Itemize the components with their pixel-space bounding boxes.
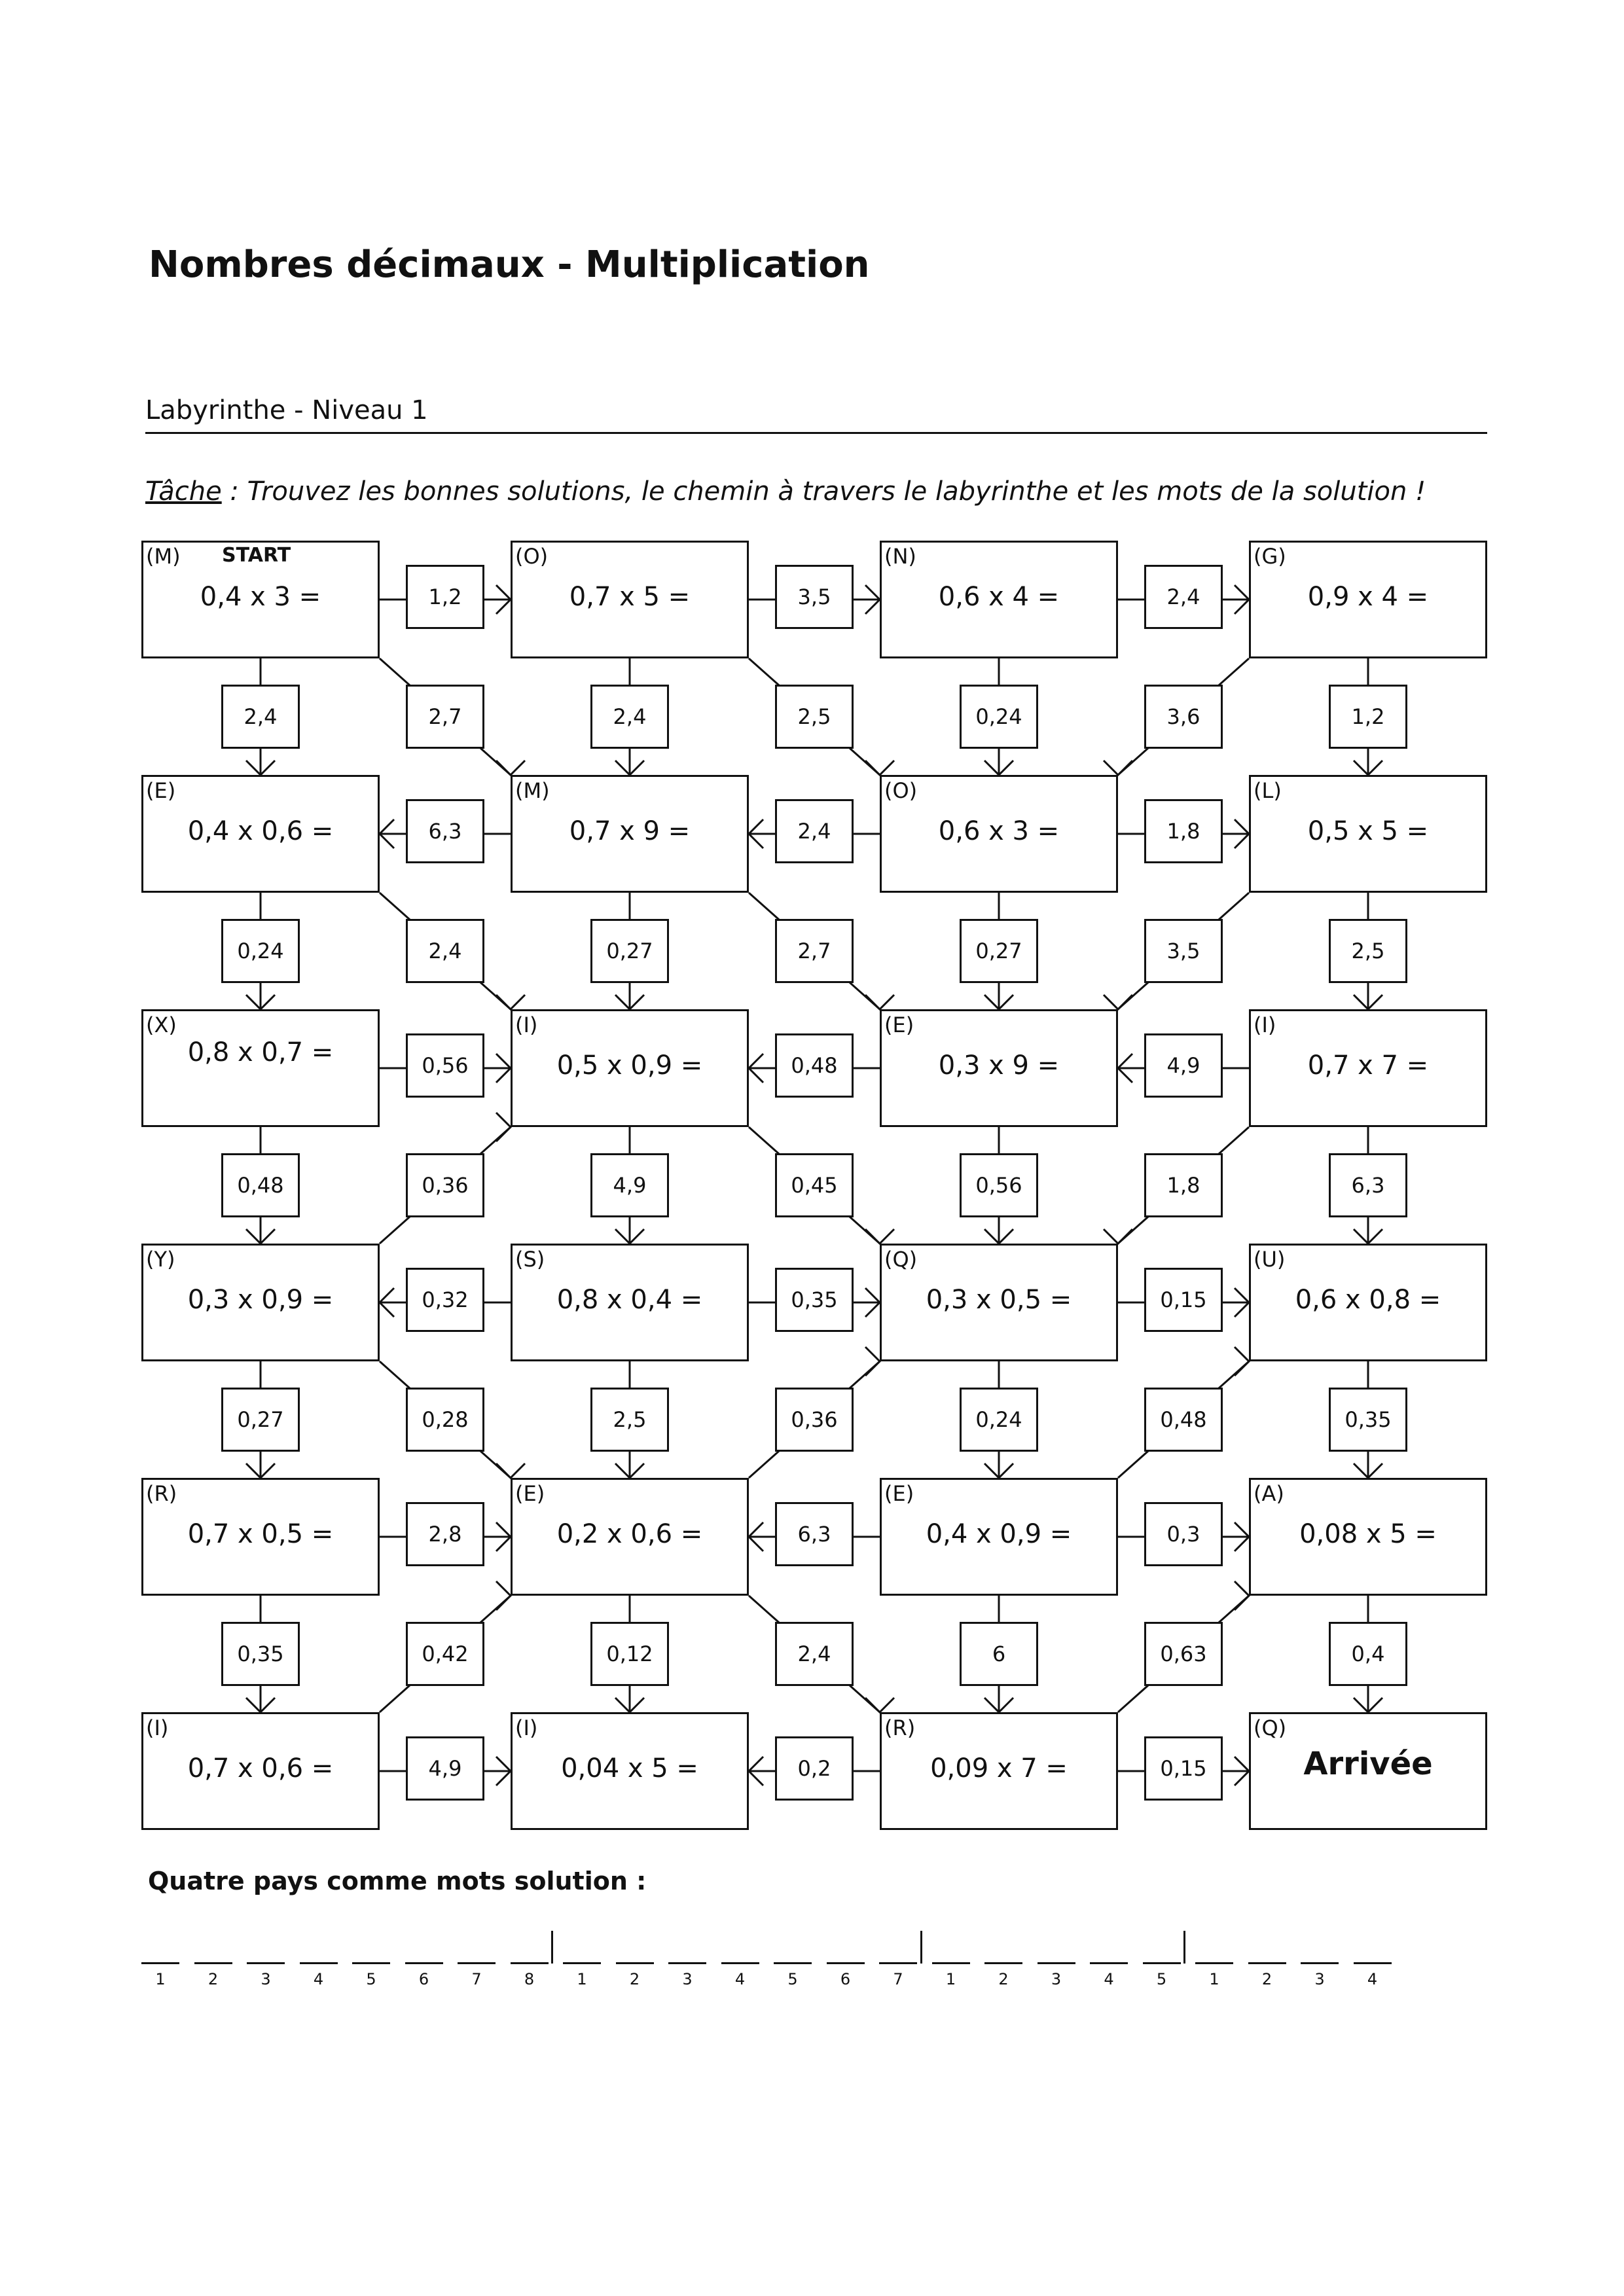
cell-expression: 0,3 x 9 = (938, 1050, 1060, 1081)
blank-number: 7 (893, 1970, 903, 1988)
cell-letter: (E) (515, 1481, 545, 1506)
maze-cell (511, 1478, 749, 1596)
maze-cell (880, 1712, 1118, 1830)
blank-number: 6 (418, 1970, 429, 1988)
answer-box: 2,4 (1144, 565, 1223, 629)
cell-letter: (I) (515, 1013, 538, 1037)
blank-number: 2 (998, 1970, 1009, 1988)
answer-box: 0,4 (1329, 1622, 1407, 1686)
blank-number: 5 (1156, 1970, 1167, 1988)
answer-box: 0,35 (221, 1622, 300, 1686)
cell-letter: (I) (515, 1715, 538, 1740)
cell-expression: 0,6 x 3 = (938, 816, 1060, 846)
answer-box: 0,15 (1144, 1736, 1223, 1801)
maze-cell (880, 1244, 1118, 1361)
letter-blank (1195, 1962, 1233, 1964)
answer-box: 4,9 (590, 1153, 669, 1217)
cell-letter: (R) (146, 1481, 177, 1506)
maze-cell (1249, 1009, 1487, 1127)
finish-cell (1249, 1712, 1487, 1830)
cell-expression: 0,08 x 5 = (1299, 1519, 1437, 1549)
cell-letter: (X) (146, 1013, 177, 1037)
blank-number: 7 (471, 1970, 482, 1988)
letter-blank (879, 1962, 917, 1964)
maze-cell (880, 775, 1118, 893)
blank-number: 1 (1209, 1970, 1219, 1988)
letter-blank (194, 1962, 232, 1964)
blank-number: 3 (682, 1970, 693, 1988)
letter-blank (511, 1962, 549, 1964)
answer-box: 0,12 (590, 1622, 669, 1686)
letter-blank (1354, 1962, 1392, 1964)
answer-box: 0,15 (1144, 1268, 1223, 1332)
letter-blank (1038, 1962, 1075, 1964)
letter-blank (984, 1962, 1022, 1964)
answer-box: 2,8 (406, 1502, 484, 1566)
answer-box: 0,56 (406, 1033, 484, 1098)
answer-box: 6 (960, 1622, 1038, 1686)
cell-letter: (S) (515, 1247, 545, 1272)
answer-box: 0,45 (775, 1153, 854, 1217)
maze-cell (141, 541, 380, 658)
answer-box: 0,27 (960, 919, 1038, 983)
maze-cell (141, 1712, 380, 1830)
letter-blank (247, 1962, 285, 1964)
answer-box: 0,42 (406, 1622, 484, 1686)
blank-number: 3 (261, 1970, 271, 1988)
cell-letter: (O) (515, 544, 549, 569)
blank-number: 8 (524, 1970, 535, 1988)
answer-box: 0,32 (406, 1268, 484, 1332)
blank-number: 5 (787, 1970, 798, 1988)
answer-box: 2,5 (775, 685, 854, 749)
answer-box: 0,48 (775, 1033, 854, 1098)
cell-expression: 0,7 x 0,6 = (187, 1753, 334, 1784)
cell-letter: (U) (1254, 1247, 1286, 1272)
maze-cell (511, 1244, 749, 1361)
cell-letter: (E) (884, 1481, 914, 1506)
cell-letter: (M) (146, 544, 181, 569)
cell-letter: (E) (146, 778, 176, 803)
maze-cell (880, 1009, 1118, 1127)
blank-number: 3 (1051, 1970, 1062, 1988)
cell-letter: (Q) (1254, 1715, 1287, 1740)
cell-expression: 0,04 x 5 = (561, 1753, 698, 1784)
cell-expression: 0,4 x 0,6 = (187, 816, 334, 846)
letter-blank (300, 1962, 338, 1964)
letter-blank (1301, 1962, 1339, 1964)
answer-box: 0,24 (221, 919, 300, 983)
blank-number: 2 (629, 1970, 640, 1988)
maze-cell (1249, 1478, 1487, 1596)
letter-blank (721, 1962, 759, 1964)
letter-blank (563, 1962, 601, 1964)
answer-box: 6,3 (775, 1502, 854, 1566)
answer-box: 0,35 (775, 1268, 854, 1332)
blank-number: 6 (840, 1970, 851, 1988)
answer-box: 4,9 (1144, 1033, 1223, 1098)
cell-letter: (I) (146, 1715, 169, 1740)
blank-number: 1 (577, 1970, 587, 1988)
blank-number: 2 (1261, 1970, 1272, 1988)
blank-number: 5 (366, 1970, 376, 1988)
cell-expression: 0,9 x 4 = (1307, 582, 1429, 612)
cell-letter: (A) (1254, 1481, 1284, 1506)
maze-cell (511, 541, 749, 658)
maze-cell (1249, 541, 1487, 658)
cell-expression: 0,8 x 0,4 = (556, 1285, 703, 1315)
blank-number: 4 (1104, 1970, 1114, 1988)
answer-box: 0,56 (960, 1153, 1038, 1217)
blank-number: 2 (208, 1970, 219, 1988)
finish-label: Arrivée (1303, 1746, 1433, 1782)
answer-box: 2,4 (406, 919, 484, 983)
answer-box: 3,6 (1144, 685, 1223, 749)
answer-box: 2,4 (775, 799, 854, 863)
answer-box: 1,8 (1144, 799, 1223, 863)
answer-box: 2,5 (590, 1388, 669, 1452)
answer-box: 2,4 (775, 1622, 854, 1686)
maze-cell (880, 1478, 1118, 1596)
cell-expression: 0,09 x 7 = (930, 1753, 1068, 1784)
letter-blank (458, 1962, 496, 1964)
letter-blank (352, 1962, 390, 1964)
answer-box: 4,9 (406, 1736, 484, 1801)
cell-letter: (R) (884, 1715, 916, 1740)
cell-expression: 0,8 x 0,7 = (187, 1037, 334, 1067)
cell-letter: (Y) (146, 1247, 175, 1272)
word-separator (920, 1931, 922, 1964)
cell-expression: 0,4 x 3 = (200, 582, 321, 612)
answer-box: 0,63 (1144, 1622, 1223, 1686)
answer-box: 6,3 (406, 799, 484, 863)
blank-number: 4 (1367, 1970, 1378, 1988)
letter-blank (1248, 1962, 1286, 1964)
letter-blank (616, 1962, 654, 1964)
maze-cell (141, 1478, 380, 1596)
cell-letter: (N) (884, 544, 916, 569)
cell-expression: 0,6 x 4 = (938, 582, 1060, 612)
answer-box: 0,27 (221, 1388, 300, 1452)
answer-box: 2,4 (590, 685, 669, 749)
maze-cell (1249, 775, 1487, 893)
answer-box: 3,5 (775, 565, 854, 629)
answer-box: 1,2 (1329, 685, 1407, 749)
word-separator (551, 1931, 553, 1964)
letter-blank (932, 1962, 970, 1964)
blank-number: 4 (313, 1970, 324, 1988)
cell-expression: 0,4 x 0,9 = (926, 1519, 1072, 1549)
letter-blank (405, 1962, 443, 1964)
cell-expression: 0,2 x 0,6 = (556, 1519, 703, 1549)
answer-box: 1,8 (1144, 1153, 1223, 1217)
cell-expression: 0,7 x 7 = (1307, 1050, 1429, 1081)
cell-expression: 0,7 x 0,5 = (187, 1519, 334, 1549)
start-label: START (222, 544, 291, 567)
answer-box: 2,5 (1329, 919, 1407, 983)
letter-blank (1143, 1962, 1181, 1964)
cell-letter: (L) (1254, 778, 1282, 803)
cell-expression: 0,3 x 0,9 = (187, 1285, 334, 1315)
letter-blank (774, 1962, 812, 1964)
maze-cell (1249, 1244, 1487, 1361)
answer-box: 0,36 (775, 1388, 854, 1452)
answer-box: 3,5 (1144, 919, 1223, 983)
cell-letter: (O) (884, 778, 918, 803)
cell-letter: (M) (515, 778, 550, 803)
answer-box: 0,3 (1144, 1502, 1223, 1566)
cell-expression: 0,5 x 5 = (1307, 816, 1429, 846)
word-separator (1183, 1931, 1185, 1964)
letter-blank (668, 1962, 706, 1964)
answer-box: 6,3 (1329, 1153, 1407, 1217)
cell-expression: 0,7 x 9 = (569, 816, 691, 846)
cell-letter: (I) (1254, 1013, 1276, 1037)
cell-expression: 0,3 x 0,5 = (926, 1285, 1072, 1315)
letter-blank (141, 1962, 179, 1964)
maze-cell (880, 541, 1118, 658)
page-title: Nombres décimaux - Multiplication (149, 243, 870, 286)
cell-letter: (E) (884, 1013, 914, 1037)
blank-number: 4 (734, 1970, 746, 1988)
answer-box: 0,35 (1329, 1388, 1407, 1452)
answer-box: 0,28 (406, 1388, 484, 1452)
maze-cell (141, 1009, 380, 1127)
cell-letter: (G) (1254, 544, 1286, 569)
cell-letter: (Q) (884, 1247, 918, 1272)
maze-cell (141, 1244, 380, 1361)
blank-number: 3 (1314, 1970, 1325, 1988)
answer-box: 0,48 (221, 1153, 300, 1217)
answer-box: 0,48 (1144, 1388, 1223, 1452)
letter-blank (1090, 1962, 1128, 1964)
answer-box: 0,27 (590, 919, 669, 983)
task-label: Tâche (145, 476, 222, 507)
cell-expression: 0,6 x 0,8 = (1295, 1285, 1441, 1315)
cell-expression: 0,5 x 0,9 = (556, 1050, 703, 1081)
letter-blank (827, 1962, 865, 1964)
maze-cell (511, 1009, 749, 1127)
answer-box: 1,2 (406, 565, 484, 629)
answer-box: 0,24 (960, 685, 1038, 749)
solution-title: Quatre pays comme mots solution : (148, 1867, 647, 1895)
answer-box: 0,2 (775, 1736, 854, 1801)
answer-box: 2,7 (406, 685, 484, 749)
answer-box: 0,24 (960, 1388, 1038, 1452)
answer-box: 2,4 (221, 685, 300, 749)
maze-cell (141, 775, 380, 893)
answer-box: 2,7 (775, 919, 854, 983)
maze-cell (511, 775, 749, 893)
subtitle: Labyrinthe - Niveau 1 (145, 395, 428, 425)
blank-number: 1 (945, 1970, 956, 1988)
answer-box: 0,36 (406, 1153, 484, 1217)
task-text: : Trouvez les bonnes solutions, le chemin à travers le labyrinthe et les mots de la solution ! (221, 476, 1426, 507)
maze-cell (511, 1712, 749, 1830)
blank-number: 1 (155, 1970, 166, 1988)
cell-expression: 0,7 x 5 = (569, 582, 691, 612)
